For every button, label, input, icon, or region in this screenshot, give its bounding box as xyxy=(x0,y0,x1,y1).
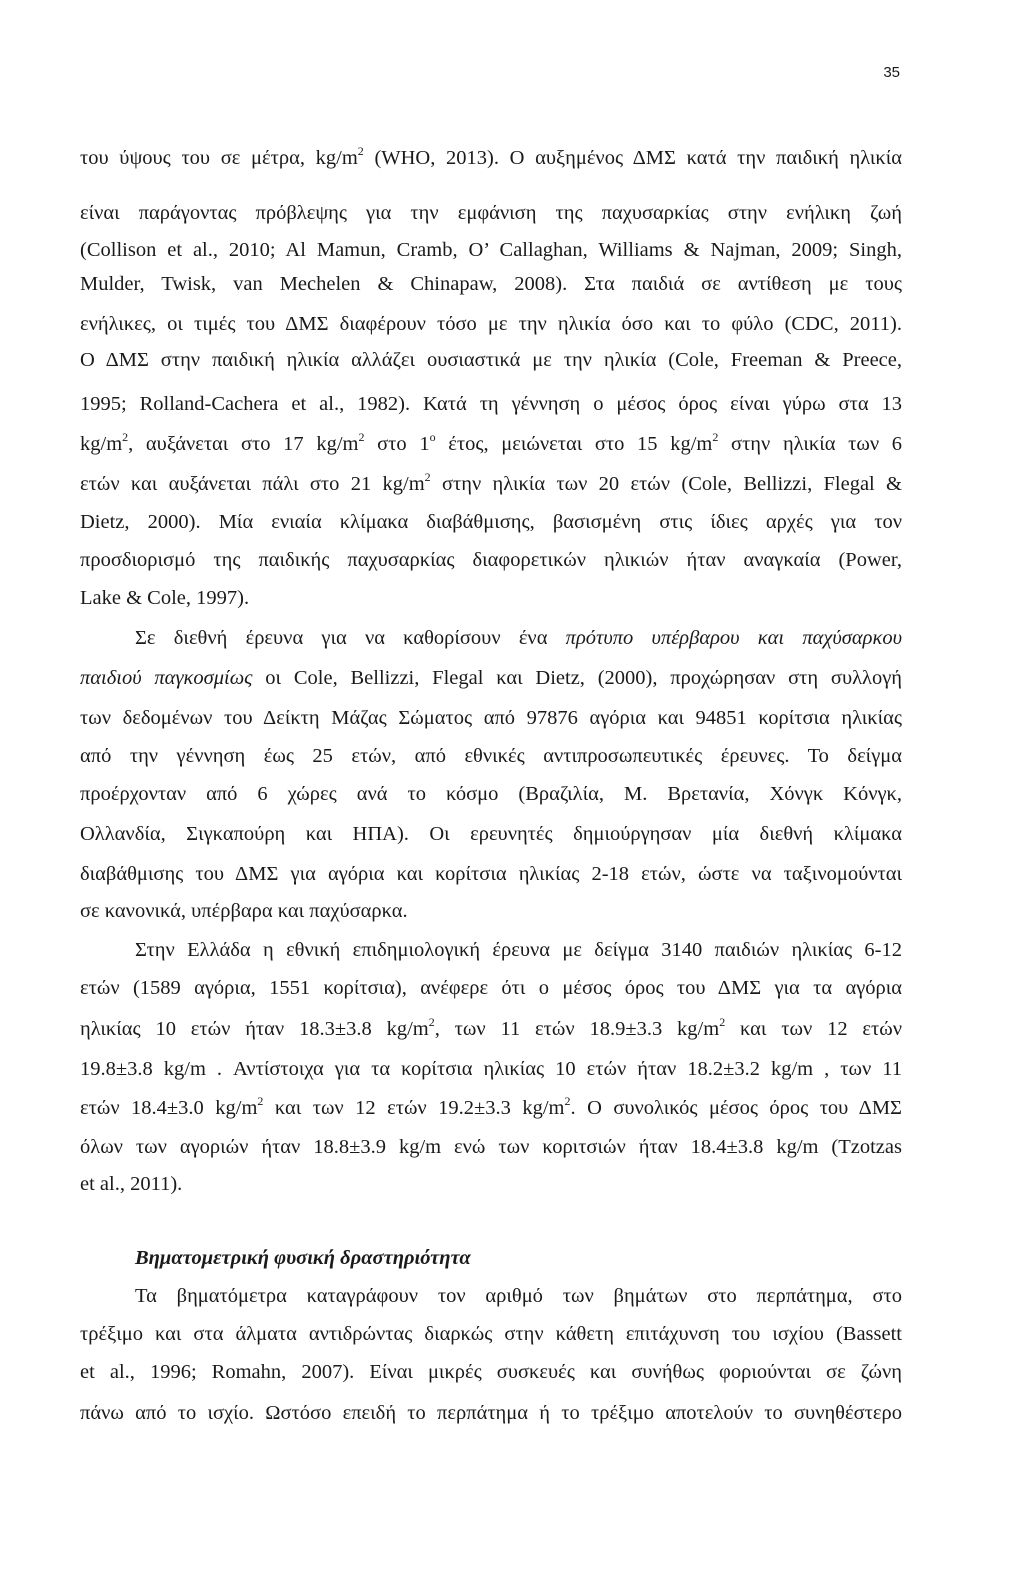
text-line: Ο ΔΜΣ στην παιδική ηλικία αλλάζει ουσιαστικά με την ηλικία (Cole, Freeman & Preece, xyxy=(80,349,902,371)
text-line: $kg/m^2$, αυξάνεται στο 17 $kg/m^2$ στο $1^o$ έτος, μειώνεται στο 15 $kg/m^2$ στην ηλικία των 6 xyxy=(80,430,903,455)
section-heading: Βηματομετρική φυσική δραστηριότητα xyxy=(135,1247,471,1269)
text-line: παιδιού παγκοσμίως οι Cole, Bellizzi, Flegal και Dietz, (2000), προχώρησαν στη συλλογή xyxy=(80,667,902,689)
text-line: διαβάθμισης του ΔΜΣ για αγόρια και κορίτσια ηλικίας 2-18 ετών, ώστε να ταξινομούνται xyxy=(80,863,902,885)
text-line: όλων των αγοριών ήταν 18.8±3.9 kg/m ενώ των κοριτσιών ήταν 18.4±3.8 kg/m (Tzotzas xyxy=(80,1136,902,1158)
text-line: Στην Ελλάδα η εθνική επιδημιολογική έρευνα με δείγμα 3140 παιδιών ηλικίας 6-12 xyxy=(135,939,902,961)
text-line: του ύψους του σε μέτρα, $kg/m^2$ (WHO, 2013). Ο αυξημένος ΔΜΣ κατά την παιδική ηλικία xyxy=(80,144,902,169)
text-line: ενήλικες, οι τιμές του ΔΜΣ διαφέρουν τόσο με την ηλικία όσο και το φύλο (CDC, 2011). xyxy=(80,313,902,335)
text-line: τρέξιμο και στα άλματα αντιδρώντας διαρκώς στην κάθετη επιτάχυνση του ισχίου (Bassett xyxy=(80,1323,902,1345)
text-line: σε κανονικά, υπέρβαρα και παχύσαρκα. xyxy=(80,900,408,922)
text-line: προέρχονταν από 6 χώρες ανά το κόσμο (Βραζιλία, Μ. Βρετανία, Χόνγκ Κόνγκ, xyxy=(80,783,902,805)
text-line: Dietz, 2000). Μία ενιαία κλίμακα διαβάθμισης, βασισμένη στις ίδιες αρχές για τον xyxy=(80,511,902,533)
text-line: Ολλανδία, Σιγκαπούρη και ΗΠΑ). Οι ερευνητές δημιούργησαν μία διεθνή κλίμακα xyxy=(80,823,902,845)
text-line: από την γέννηση έως 25 ετών, από εθνικές αντιπροσωπευτικές έρευνες. Το δείγμα xyxy=(80,745,902,767)
text-line: πάνω από το ισχίο. Ωστόσο επειδή το περπάτημα ή το τρέξιμο αποτελούν το συνηθέστερο xyxy=(80,1402,902,1424)
text-line: των δεδομένων του Δείκτη Μάζας Σώματος από 97876 αγόρια και 94851 κορίτσια ηλικίας xyxy=(80,707,902,729)
text-line: Τα βηματόμετρα καταγράφουν τον αριθμό των βημάτων στο περπάτημα, στο xyxy=(135,1285,902,1307)
text-line: Mulder, Twisk, van Mechelen & Chinapaw, 2008). Στα παιδιά σε αντίθεση με τους xyxy=(80,273,902,295)
text-line: 19.8±3.8 kg/m . Αντίστοιχα για τα κορίτσια ηλικίας 10 ετών ήταν 18.2±3.2 kg/m , των 11 xyxy=(80,1058,902,1080)
text-line: et al., 1996; Romahn, 2007). Είναι μικρές συσκευές και συνήθως φοριούνται σε ζώνη xyxy=(80,1361,902,1383)
text-line: Lake & Cole, 1997). xyxy=(80,587,250,609)
text-line: είναι παράγοντας πρόβλεψης για την εμφάνιση της παχυσαρκίας στην ενήλικη ζωή xyxy=(80,202,902,224)
page-number: 35 xyxy=(883,64,900,81)
text-line: ετών (1589 αγόρια, 1551 κορίτσια), ανέφερε ότι ο μέσος όρος του ΔΜΣ για τα αγόρια xyxy=(80,977,902,999)
text-line: 1995; Rolland-Cachera et al., 1982). Κατά τη γέννηση ο μέσος όρος είναι γύρω στα 13 xyxy=(80,393,902,415)
text-line: ετών 18.4±3.0 $kg/m^2$ και των 12 ετών 19.2±3.3 $kg/m^2$. Ο συνολικός μέσος όρος του ΔΜΣ xyxy=(80,1094,902,1119)
text-line: Σε διεθνή έρευνα για να καθορίσουν ένα πρότυπο υπέρβαρου και παχύσαρκου xyxy=(135,627,902,649)
text-line: (Collison et al., 2010; Al Mamun, Cramb, O’ Callaghan, Williams & Najman, 2009; Singh, xyxy=(80,239,902,261)
text-line: προσδιορισμό της παιδικής παχυσαρκίας διαφορετικών ηλικιών ήταν αναγκαία (Power, xyxy=(80,549,902,571)
text-line: et al., 2011). xyxy=(80,1173,183,1195)
text-line: ηλικίας 10 ετών ήταν 18.3±3.8 $kg/m^2$, των 11 ετών 18.9±3.3 $kg/m^2$ και των 12 ετών xyxy=(80,1015,903,1040)
text-line: ετών και αυξάνεται πάλι στο 21 $kg/m^2$ στην ηλικία των 20 ετών (Cole, Bellizzi, Flegal & xyxy=(80,470,902,495)
